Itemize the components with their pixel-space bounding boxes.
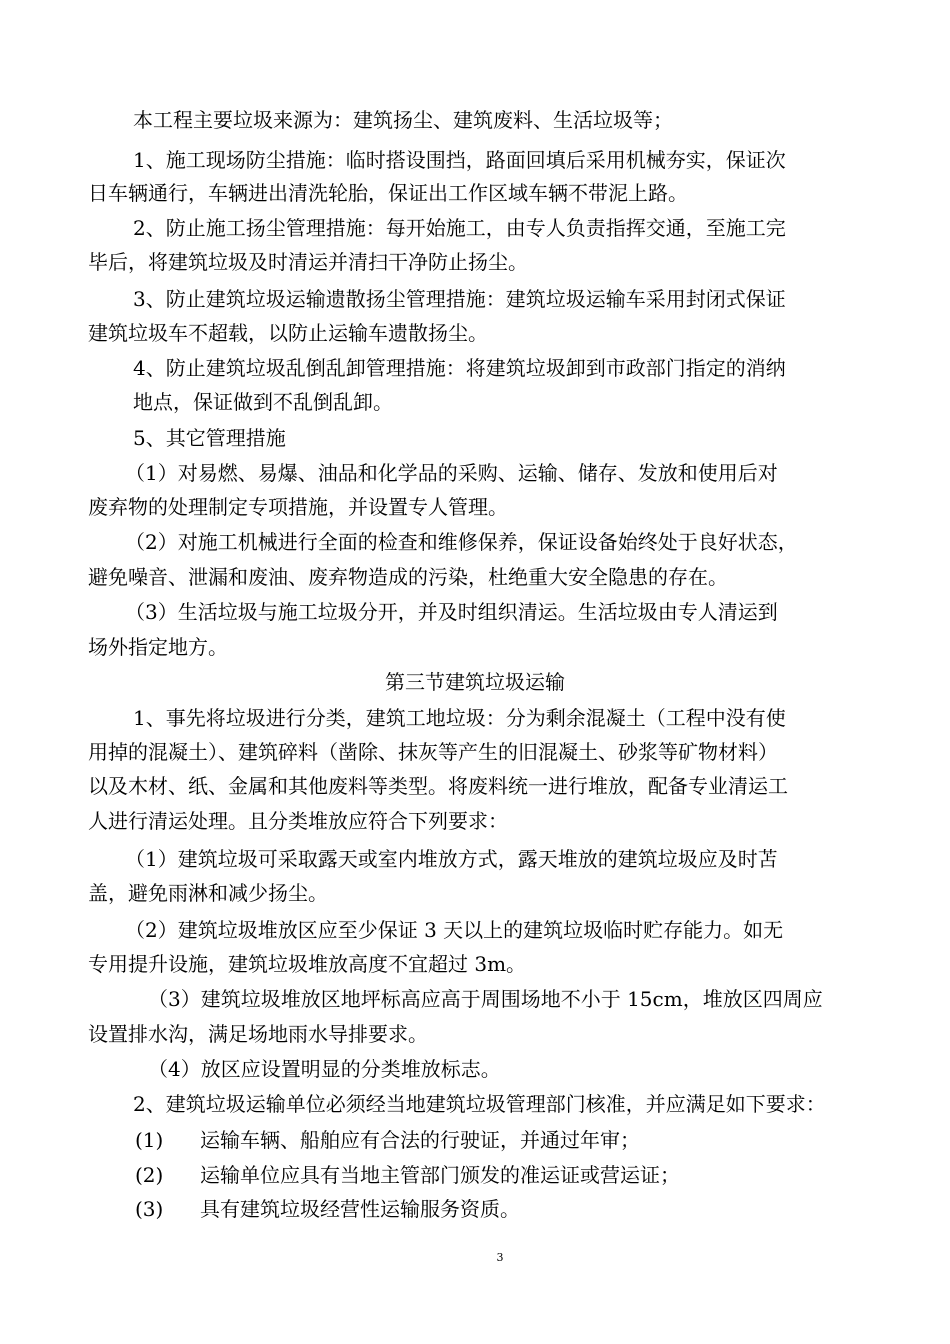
sub-1-line-2: 废弃物的处理制定专项措施，并设置专人管理。 <box>88 495 508 519</box>
req-3-line-2: 设置排水沟，满足场地雨水导排要求。 <box>88 1022 428 1046</box>
list-item-text: 运输车辆、船舶应有合法的行驶证，并通过年审； <box>200 1128 640 1152</box>
para-3-line-2: 建筑垃圾车不超载，以防止运输车遗散扬尘。 <box>88 321 488 345</box>
sub-3-line-2: 场外指定地方。 <box>88 635 228 659</box>
sub-2-line-1: （2）对施工机械进行全面的检查和维修保养，保证设备始终处于良好状态， <box>125 530 798 554</box>
para-1-line-2: 日车辆通行，车辆进出清洗轮胎，保证出工作区域车辆不带泥上路。 <box>88 181 688 205</box>
sec-para-1-line-4: 人进行清运处理。且分类堆放应符合下列要求： <box>88 809 508 833</box>
para-1-line-1: 1、施工现场防尘措施：临时搭设围挡，路面回填后采用机械夯实，保证次 <box>133 148 786 172</box>
req-4-line: （4）放区应设置明显的分类堆放标志。 <box>148 1057 501 1081</box>
para-3-line-1: 3、防止建筑垃圾运输遗散扬尘管理措施：建筑垃圾运输车采用封闭式保证 <box>133 287 786 311</box>
para-2-line-1: 2、防止施工扬尘管理措施：每开始施工，由专人负责指挥交通，至施工完 <box>133 216 786 240</box>
sec-para-2-line: 2、建筑垃圾运输单位必须经当地建筑垃圾管理部门核准，并应满足如下要求： <box>133 1092 826 1116</box>
list-item-number: (2) <box>135 1163 164 1187</box>
intro-line: 本工程主要垃圾来源为：建筑扬尘、建筑废料、生活垃圾等； <box>133 108 673 132</box>
sec-para-1-line-3: 以及木材、纸、金属和其他废料等类型。将废料统一进行堆放，配备专业清运工 <box>88 774 788 798</box>
section-heading: 第三节建筑垃圾运输 <box>385 670 565 694</box>
sec-para-1-line-1: 1、事先将垃圾进行分类，建筑工地垃圾：分为剩余混凝土（工程中没有使 <box>133 706 786 730</box>
sub-3-line-1: （3）生活垃圾与施工垃圾分开，并及时组织清运。生活垃圾由专人清运到 <box>125 600 778 624</box>
list-item-number: (1) <box>135 1128 164 1152</box>
para-4-line-1: 4、防止建筑垃圾乱倒乱卸管理措施：将建筑垃圾卸到市政部门指定的消纳 <box>133 356 786 380</box>
para-2-line-2: 毕后，将建筑垃圾及时清运并清扫干净防止扬尘。 <box>88 250 528 274</box>
list-item-text: 具有建筑垃圾经营性运输服务资质。 <box>200 1197 520 1221</box>
req-2-line-1: （2）建筑垃圾堆放区应至少保证 3 天以上的建筑垃圾临时贮存能力。如无 <box>125 918 784 942</box>
req-1-line-1: （1）建筑垃圾可采取露天或室内堆放方式，露天堆放的建筑垃圾应及时苫 <box>125 847 778 871</box>
para-5-heading: 5、其它管理措施 <box>133 426 286 450</box>
req-2-line-2: 专用提升设施，建筑垃圾堆放高度不宜超过 3m。 <box>88 952 527 976</box>
req-3-line-1: （3）建筑垃圾堆放区地坪标高应高于周围场地不小于 15cm，堆放区四周应 <box>148 987 823 1011</box>
sub-1-line-1: （1）对易燃、易爆、油品和化学品的采购、运输、储存、发放和使用后对 <box>125 461 778 485</box>
sec-para-1-line-2: 用掉的混凝土）、建筑碎料（凿除、抹灰等产生的旧混凝土、砂浆等矿物材料） <box>88 740 778 764</box>
page-number: 3 <box>496 1251 504 1264</box>
sub-2-line-2: 避免噪音、泄漏和废油、废弃物造成的污染，杜绝重大安全隐患的存在。 <box>88 565 728 589</box>
list-item-text: 运输单位应具有当地主管部门颁发的准运证或营运证； <box>200 1163 680 1187</box>
req-1-line-2: 盖，避免雨淋和减少扬尘。 <box>88 881 328 905</box>
para-4-line-2: 地点，保证做到不乱倒乱卸。 <box>133 390 393 414</box>
list-item-number: (3) <box>135 1197 164 1221</box>
